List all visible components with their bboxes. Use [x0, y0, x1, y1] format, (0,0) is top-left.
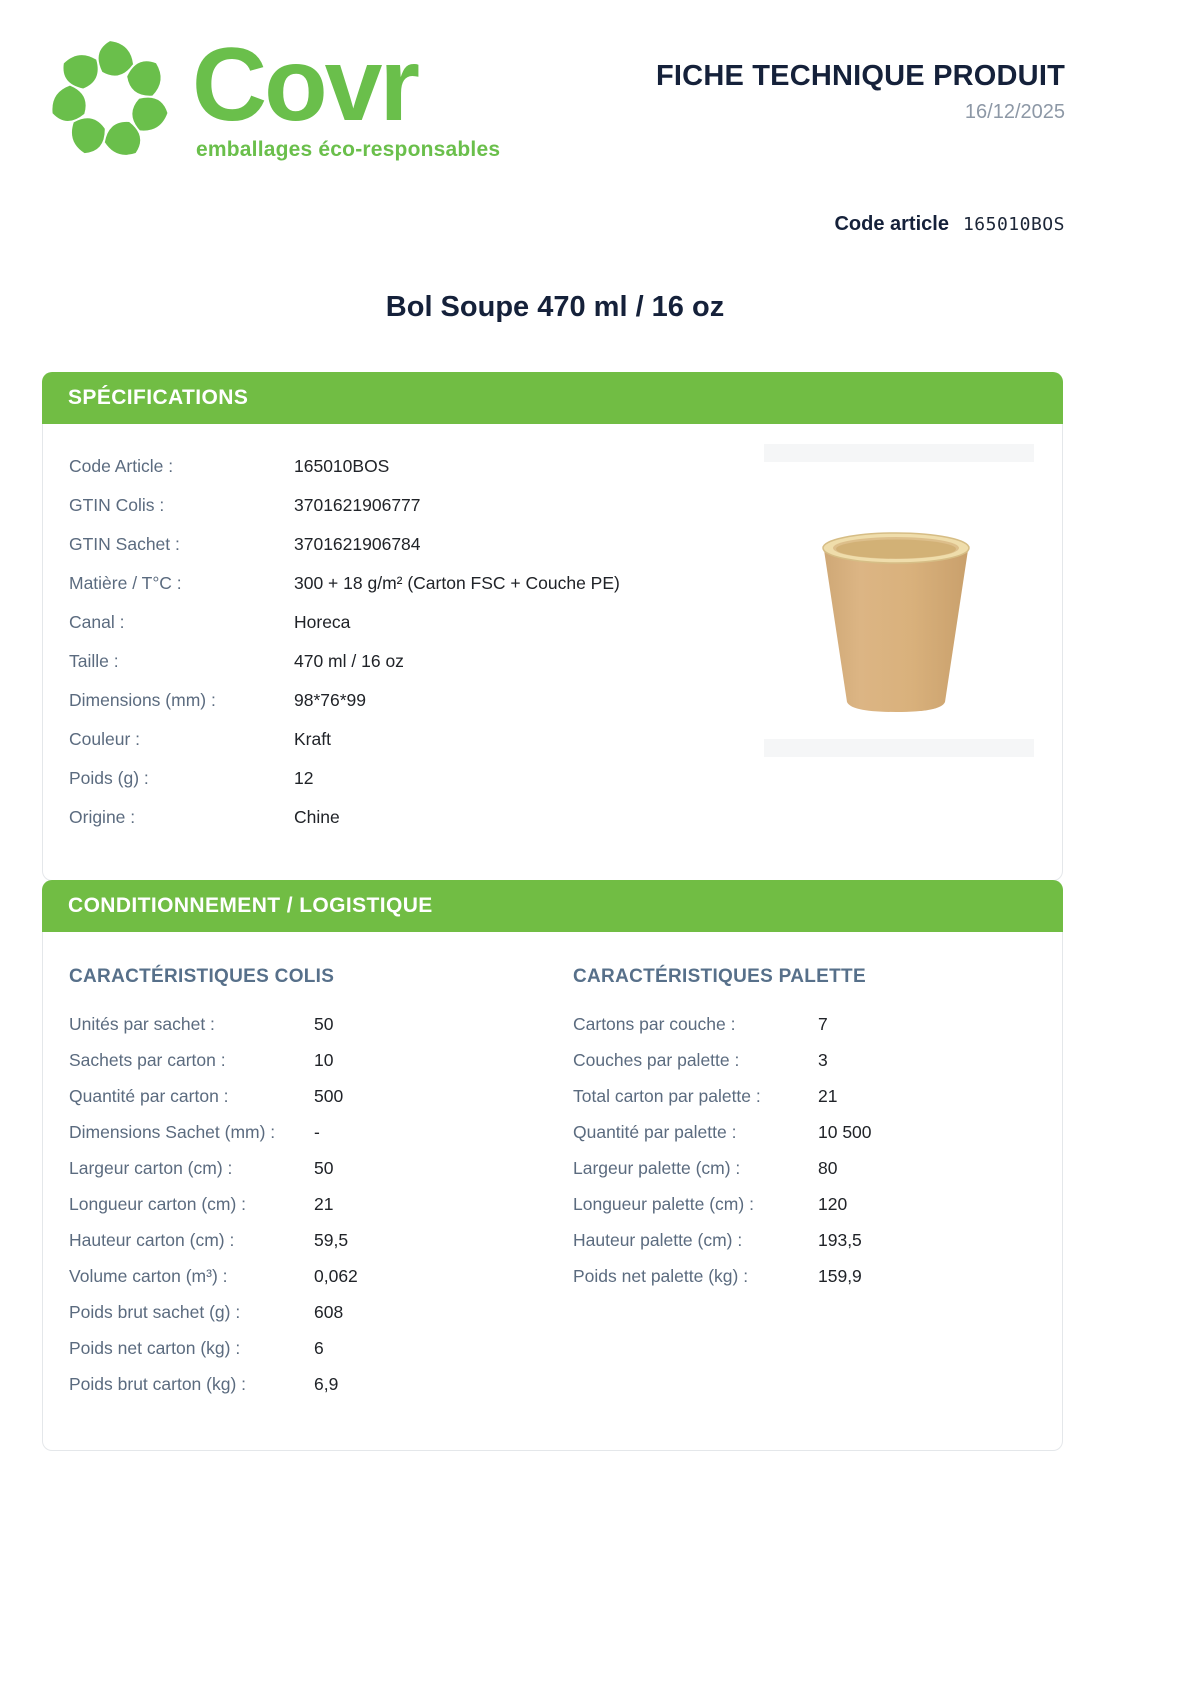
logistics-body [42, 932, 1063, 1451]
data-row [573, 1086, 1062, 1107]
data-row [69, 1338, 573, 1359]
code-article-line [834, 213, 1065, 236]
code-article-value: 165010BOS [962, 214, 1065, 235]
data-row [573, 1050, 1062, 1071]
row-value: Kraft [294, 729, 331, 749]
row-label: Largeur palette (cm) : [573, 1158, 741, 1178]
data-row [69, 729, 709, 750]
row-value: 50 [314, 1158, 334, 1178]
row-value: 12 [294, 768, 314, 788]
data-row [573, 1158, 1062, 1179]
row-label: Poids net carton (kg) : [69, 1338, 241, 1358]
row-label: Sachets par carton : [69, 1050, 226, 1070]
data-row [573, 1122, 1062, 1143]
row-value: Chine [294, 807, 340, 827]
data-row [69, 651, 709, 672]
data-row [69, 1050, 573, 1071]
row-label: Total carton par palette : [573, 1086, 761, 1106]
code-article-label: Code article [834, 213, 949, 235]
data-row [69, 1194, 573, 1215]
row-label: Longueur palette (cm) : [573, 1194, 754, 1214]
data-row [69, 807, 709, 828]
row-value: 159,9 [818, 1266, 862, 1286]
row-label: Origine : [69, 807, 136, 827]
specifications-body [42, 424, 1063, 881]
data-row [69, 768, 709, 789]
row-value: 98*76*99 [294, 690, 367, 710]
leaf-ring-icon [46, 36, 174, 164]
data-row [69, 1014, 573, 1035]
row-label: Quantité par palette : [573, 1122, 737, 1142]
specifications-section [42, 372, 1063, 881]
row-label: Poids (g) : [69, 768, 149, 788]
row-label: Hauteur carton (cm) : [69, 1230, 235, 1250]
row-label: Dimensions Sachet (mm) : [69, 1122, 276, 1142]
data-row [69, 690, 709, 711]
data-row [69, 573, 709, 594]
data-row [69, 1086, 573, 1107]
palette-table [573, 1014, 1062, 1287]
row-value: - [314, 1122, 320, 1142]
logo-tagline: emballages éco-responsables [196, 137, 501, 161]
data-row [69, 534, 709, 555]
row-value: 59,5 [314, 1230, 349, 1250]
row-value: 193,5 [818, 1230, 862, 1250]
data-row [573, 1266, 1062, 1287]
colis-column [69, 960, 573, 1410]
row-label: Poids brut carton (kg) : [69, 1374, 247, 1394]
row-value: 470 ml / 16 oz [294, 651, 404, 671]
row-label: Matière / T°C : [69, 573, 182, 593]
row-label: Canal : [69, 612, 125, 632]
row-label: GTIN Sachet : [69, 534, 180, 554]
row-label: GTIN Colis : [69, 495, 165, 515]
row-label: Poids net palette (kg) : [573, 1266, 749, 1286]
row-value: 120 [818, 1194, 848, 1214]
document-title: FICHE TECHNIQUE PRODUIT [656, 60, 1065, 92]
row-label: Quantité par carton : [69, 1086, 229, 1106]
row-value: 6,9 [314, 1374, 339, 1394]
row-label: Longueur carton (cm) : [69, 1194, 247, 1214]
row-value: 6 [314, 1338, 324, 1358]
row-value: 7 [818, 1014, 828, 1034]
colis-subheader: CARACTÉRISTIQUES COLIS [69, 966, 335, 987]
product-photo-soup-bowl [820, 524, 972, 716]
data-row [573, 1194, 1062, 1215]
photo-background-strip [764, 739, 1034, 757]
data-row [69, 612, 709, 633]
specifications-header: SPÉCIFICATIONS [42, 372, 1063, 424]
palette-column [573, 960, 1062, 1410]
data-row [69, 1302, 573, 1323]
row-value: 3701621906777 [294, 495, 421, 515]
data-row [69, 456, 709, 477]
row-value: 3 [818, 1050, 828, 1070]
row-label: Couches par palette : [573, 1050, 740, 1070]
data-row [69, 1122, 573, 1143]
logistics-section [42, 880, 1063, 1451]
row-value: 500 [314, 1086, 344, 1106]
specifications-table [69, 456, 709, 828]
data-row [69, 1158, 573, 1179]
row-value: 10 [314, 1050, 334, 1070]
data-row [69, 495, 709, 516]
row-label: Code Article : [69, 456, 174, 476]
logo-text [192, 27, 501, 162]
data-row [573, 1230, 1062, 1251]
logo-wordmark: Covr [192, 27, 417, 143]
row-value: Horeca [294, 612, 351, 632]
row-label: Hauteur palette (cm) : [573, 1230, 743, 1250]
covr-logo [46, 27, 501, 164]
row-value: 50 [314, 1014, 334, 1034]
colis-table [69, 1014, 573, 1395]
row-label: Volume carton (m³) : [69, 1266, 228, 1286]
row-label: Unités par sachet : [69, 1014, 215, 1034]
row-value: 10 500 [818, 1122, 872, 1142]
palette-subheader: CARACTÉRISTIQUES PALETTE [573, 966, 866, 987]
product-title: Bol Soupe 470 ml / 16 oz [385, 291, 725, 323]
row-value: 21 [818, 1086, 838, 1106]
row-label: Taille : [69, 651, 119, 671]
row-value: 608 [314, 1302, 344, 1322]
row-label: Poids brut sachet (g) : [69, 1302, 241, 1322]
document-header [656, 60, 1065, 124]
document-date: 16/12/2025 [964, 101, 1065, 123]
row-label: Largeur carton (cm) : [69, 1158, 233, 1178]
row-value: 3701621906784 [294, 534, 421, 554]
row-label: Cartons par couche : [573, 1014, 736, 1034]
data-row [69, 1374, 573, 1395]
data-row [69, 1266, 573, 1287]
photo-background-strip [764, 444, 1034, 462]
row-value: 0,062 [314, 1266, 358, 1286]
data-row [69, 1230, 573, 1251]
row-value: 300 + 18 g/m² (Carton FSC + Couche PE) [294, 573, 620, 593]
row-value: 80 [818, 1158, 838, 1178]
row-value: 21 [314, 1194, 334, 1214]
logistics-header: CONDITIONNEMENT / LOGISTIQUE [42, 880, 1063, 932]
row-label: Dimensions (mm) : [69, 690, 216, 710]
row-label: Couleur : [69, 729, 141, 749]
row-value: 165010BOS [294, 456, 390, 476]
data-row [573, 1014, 1062, 1035]
